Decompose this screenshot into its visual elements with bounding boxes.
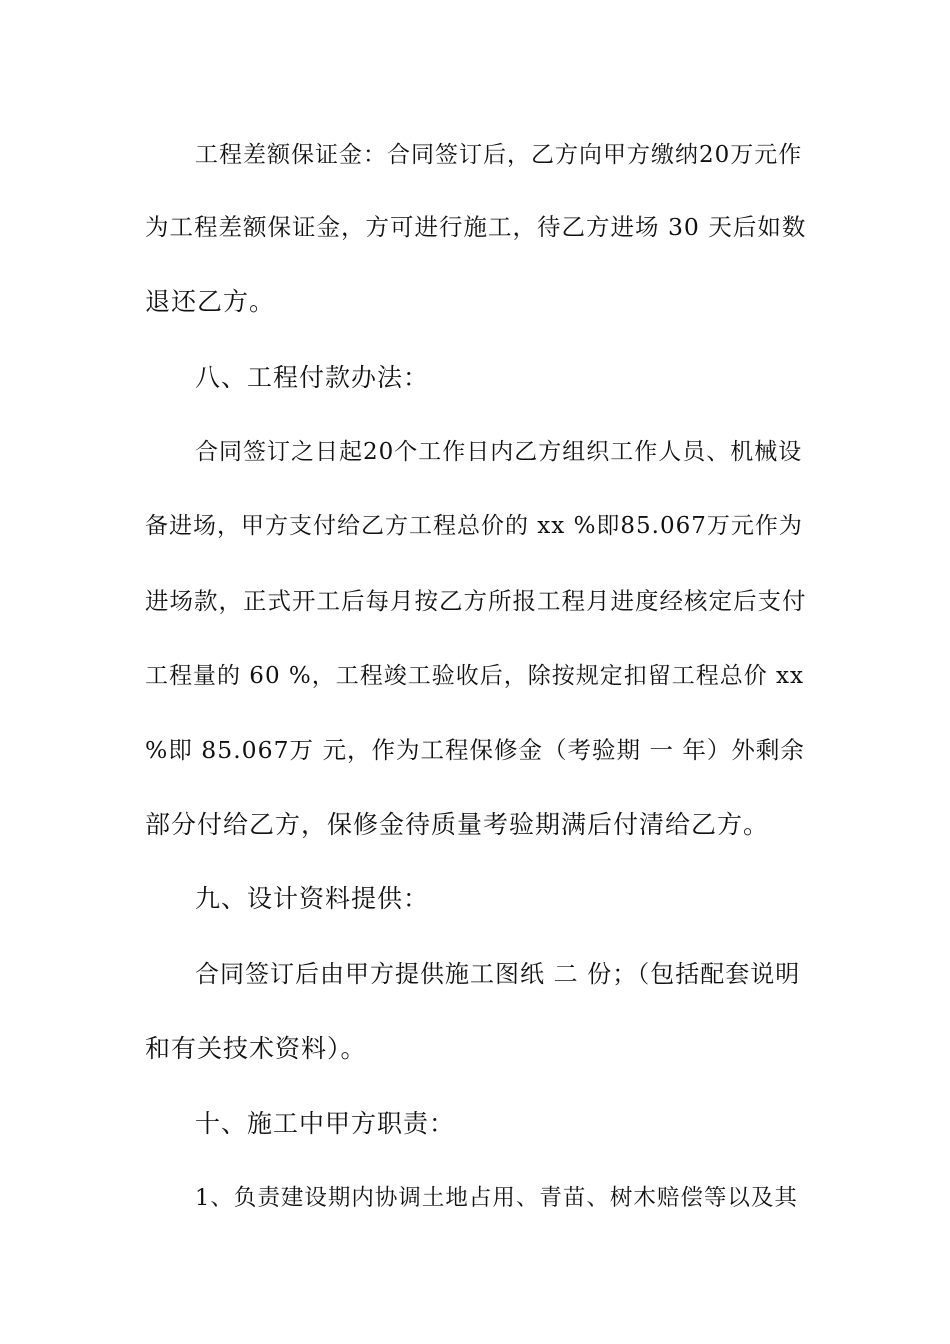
- text-line: 退还乙方。: [145, 287, 276, 316]
- text-line: 合同签订后由甲方提供施工图纸 二 份；（包括配套说明: [195, 960, 801, 988]
- section-heading: 八、工程付款办法：: [195, 363, 430, 392]
- text-line: 为工程差额保证金，方可进行施工，待乙方进场 30 天后如数: [145, 213, 807, 241]
- text-line: 部分付给乙方，保修金待质量考验期满后付清给乙方。: [145, 810, 770, 839]
- section-heading: 九、设计资料提供：: [195, 884, 430, 913]
- text-line: 备进场，甲方支付给乙方工程总价的 xx %即85.067万元作为: [145, 513, 803, 539]
- text-line: 和有关技术资料）。: [145, 1034, 367, 1063]
- text-line: 合同签订之日起20个工作日内乙方组织工作人员、机械设: [195, 439, 803, 465]
- text-line: 工程差额保证金：合同签订后，乙方向甲方缴纳20万元作: [195, 142, 803, 168]
- text-line: %即 85.067万 元，作为工程保修金（考验期 一 年）外剩余: [145, 736, 805, 764]
- text-line: 1、负责建设期内协调土地占用、青苗、树木赔偿等以及其: [195, 1185, 798, 1211]
- text-line: 进场款，正式开工后每月按乙方所报工程月进度经核定后支付: [145, 587, 807, 615]
- text-line: 工程量的 60 %，工程竣工验收后，除按规定扣留工程总价 xx: [145, 663, 804, 689]
- section-heading: 十、施工中甲方职责：: [195, 1109, 456, 1138]
